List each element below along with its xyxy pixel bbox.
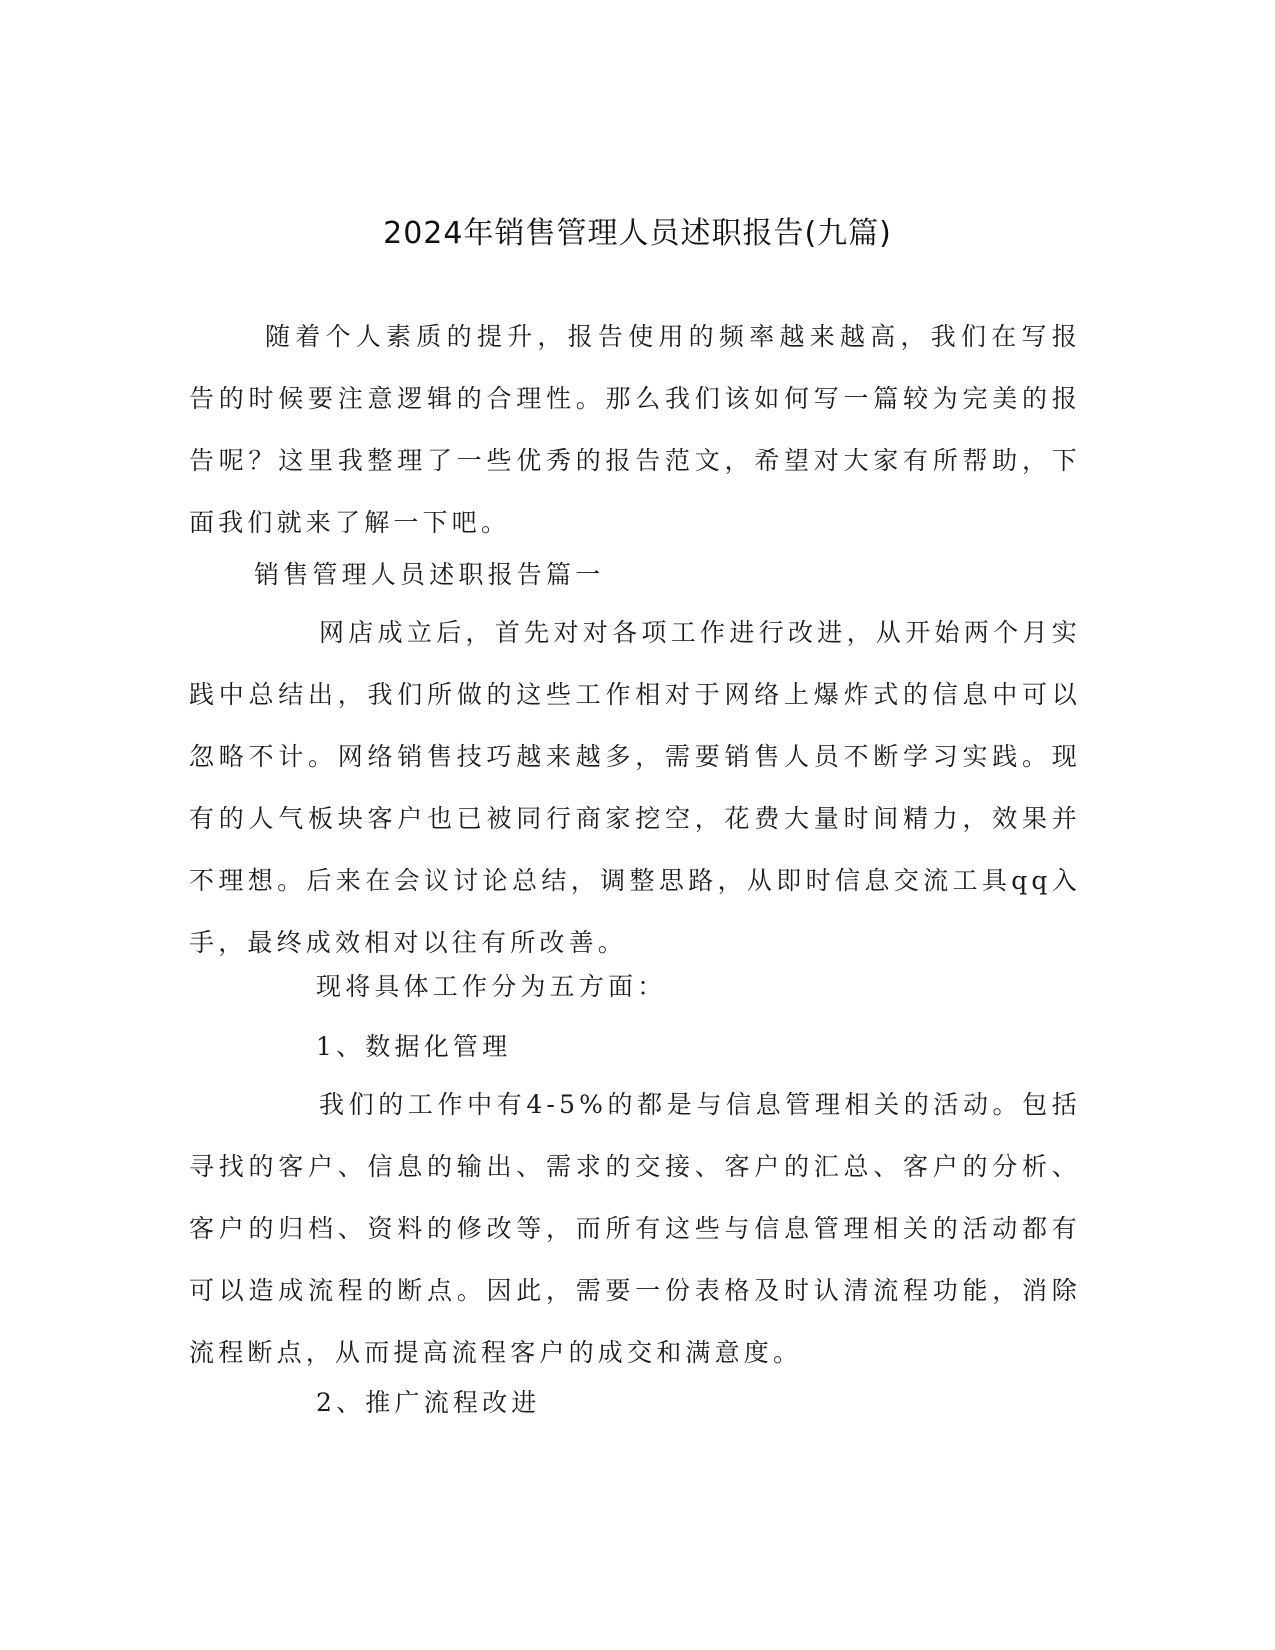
body-paragraph-1: 网店成立后，首先对对各项工作进行改进，从开始两个月实践中总结出，我们所做的这些工作相对于网络上爆炸式的信息中可以忽略不计。网络销售技巧越来越多，需要销售人员不断学习实践。现有的人气板块客户也已被同行商家挖空，花费大量时间精力，效果并不理想。后来在会议讨论总结，调整思路，从即时信息交流工具qq入手，最终成效相对以往有所改善。 [189, 618, 1081, 957]
document-title: 2024年销售管理人员述职报告(九篇) [383, 216, 892, 251]
list-item-2: 2、推广流程改进 [316, 1388, 541, 1417]
body-paragraph-2: 现将具体工作分为五方面： [316, 972, 667, 1001]
intro-paragraph: 随着个人素质的提升，报告使用的频率越来越高，我们在写报告的时候要注意逻辑的合理性。那么我们该如何写一篇较为完美的报告呢？这里我整理了一些优秀的报告范文，希望对大家有所帮助，下面我们就来了解一下吧。 [189, 322, 1081, 537]
list-item-1: 1、数据化管理 [316, 1032, 512, 1061]
section-heading: 销售管理人员述职报告篇一 [254, 560, 605, 589]
body-paragraph-3: 我们的工作中有4-5%的都是与信息管理相关的活动。包括寻找的客户、信息的输出、需求的交接、客户的汇总、客户的分析、客户的归档、资料的修改等，而所有这些与信息管理相关的活动都有可以造成流程的断点。因此，需要一份表格及时认清流程功能，消除流程断点，从而提高流程客户的成交和满意度。 [189, 1090, 1081, 1367]
